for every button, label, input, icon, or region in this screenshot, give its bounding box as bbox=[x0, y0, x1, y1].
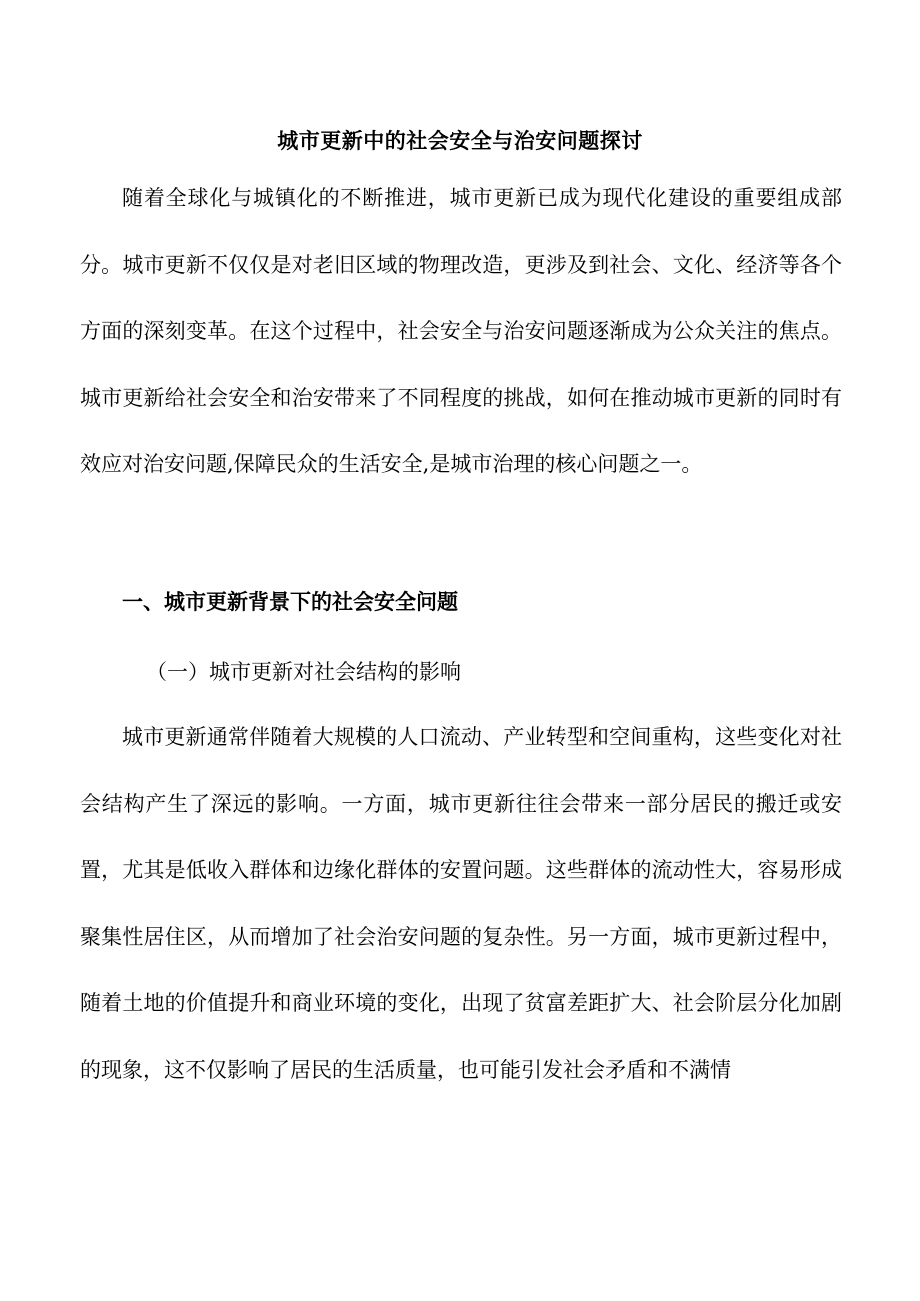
body-paragraph: 城市更新通常伴随着大规模的人口流动、产业转型和空间重构，这些变化对社会结构产生了深远的影响。一方面，城市更新往往会带来一部分居民的搬迁或安置，尤其是低收入群体和边缘化群体的安置问题。这些群体的流动性大，容易形成聚集性居住区，从而增加了社会治安问题的复杂性。另一方面，城市更新过程中，随着土地的价值提升和商业环境的变化，出现了贫富差距扩大、社会阶层分化加剧的现象，这不仅影响了居民的生活质量，也可能引发社会矛盾和不满情 bbox=[80, 725, 842, 1082]
subsection-heading: （一）城市更新对社会结构的影响 bbox=[146, 660, 461, 684]
document-title: 城市更新中的社会安全与治安问题探讨 bbox=[277, 128, 643, 153]
section-heading: 一、城市更新背景下的社会安全问题 bbox=[122, 589, 458, 614]
intro-paragraph: 随着全球化与城镇化的不断推进，城市更新已成为现代化建设的重要组成部分。城市更新不仅仅是对老旧区域的物理改造，更涉及到社会、文化、经济等各个方面的深刻变革。在这个过程中，社会安全与治安问题逐渐成为公众关注的焦点。城市更新给社会安全和治安带来了不同程度的挑战，如何在推动城市更新的同时有效应对治安问题,保障民众的生活安全,是城市治理的核心问题之一。 bbox=[80, 186, 842, 476]
